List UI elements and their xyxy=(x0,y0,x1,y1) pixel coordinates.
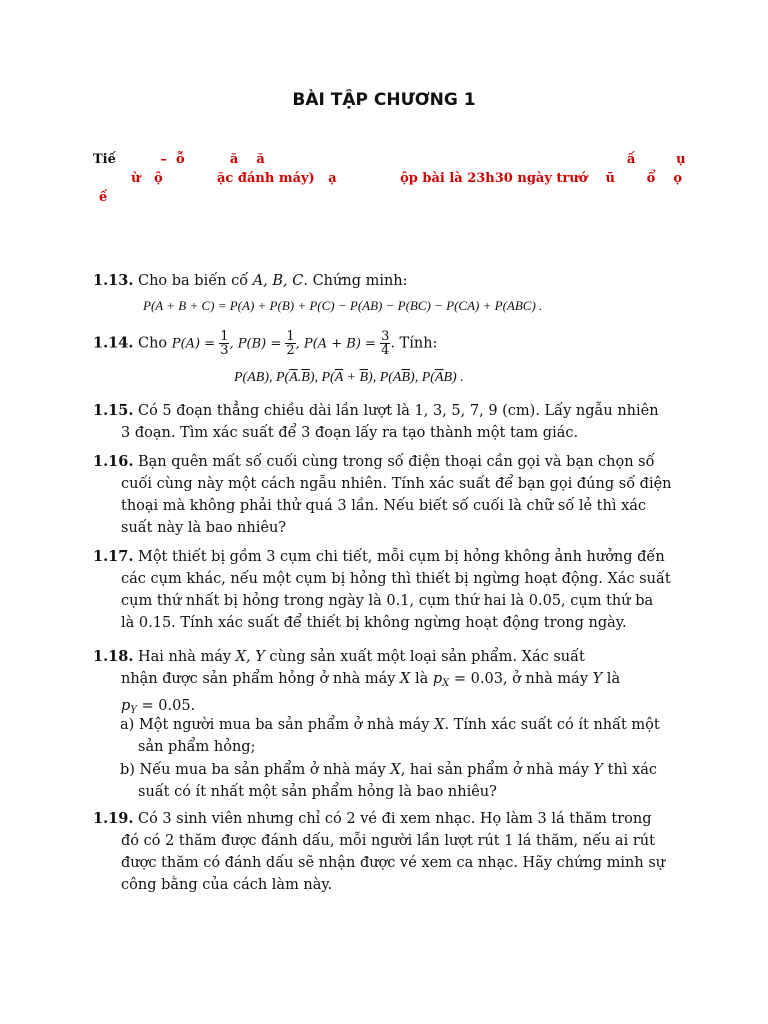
problem-number: 1.18. xyxy=(93,648,134,665)
problem-line: suất có ít nhất một sản phẩm hỏng là bao nhiêu? xyxy=(138,784,497,800)
chapter-title: BÀI TẬP CHƯƠNG 1 xyxy=(292,90,476,110)
problem-line: cụm thứ nhất bị hỏng trong ngày là 0.1, cụm thứ hai là 0.05, cụm thứ ba xyxy=(121,593,654,609)
problem-text: Cho ba biến cố xyxy=(133,273,253,289)
notice-line-1 xyxy=(93,152,686,167)
prob-symbol: p xyxy=(121,698,131,714)
problem-1-16 xyxy=(93,451,675,539)
problem-text: là xyxy=(410,671,433,687)
problem-var: Y xyxy=(593,762,604,778)
problem-1-13 xyxy=(93,270,675,292)
problem-var: X xyxy=(434,717,445,733)
problem-line: thoại mà không phải thử quá 3 lần. Nếu biết số cuối là chữ số lẻ thì xác xyxy=(121,498,647,514)
formula-1-13: P(A + B + C) = P(A) + P(B) + P(C) − P(AB) − P(BC) − P(CA) + P(ABC) . xyxy=(143,298,543,313)
problem-text: . Tính: xyxy=(390,335,438,352)
overline-a: $\overline{A}$ xyxy=(434,370,444,385)
problem-text: a) Một người mua ba sản phẩm ở nhà máy xyxy=(120,717,435,733)
problem-var: Y xyxy=(592,671,603,687)
problem-1-19 xyxy=(93,808,675,896)
problem-text: . Tính xác suất có ít nhất một xyxy=(444,717,660,733)
problem-text: = 0.03, ở nhà máy xyxy=(449,671,593,687)
prob-subscript: X xyxy=(442,678,450,689)
formula-part: B) . xyxy=(443,370,464,385)
formula-part: ), P( xyxy=(410,370,435,385)
problem-line: được thăm có đánh dấu sẽ nhận được vé xem ca nhạc. Hãy chứng minh sự xyxy=(121,855,666,871)
problem-number: 1.17. xyxy=(93,548,134,565)
problem-number: 1.14. xyxy=(93,334,134,352)
problem-var: X xyxy=(400,671,411,687)
problem-1-18-part-b xyxy=(120,759,678,803)
problem-vars: X, Y xyxy=(235,649,265,665)
problem-number: 1.13. xyxy=(93,272,134,289)
problem-text: thì xác xyxy=(603,762,658,778)
prob-a-plus-b-expr: , P(A + B) = xyxy=(295,336,381,352)
fraction-three-quarters xyxy=(380,330,390,357)
problem-vars: A, B, C xyxy=(252,273,304,289)
problem-text: . Chứng minh: xyxy=(303,273,408,289)
notice-lead: Tiế xyxy=(93,152,116,167)
problem-text: cùng sản xuất một loại sản phẩm. Xác suất xyxy=(264,649,585,665)
prob-subscript: Y xyxy=(130,705,137,716)
problem-text: , hai sản phẩm ở nhà máy xyxy=(400,762,594,778)
prob-b-expr: , P(B) = xyxy=(229,336,286,352)
problem-var: X xyxy=(390,762,401,778)
problem-1-18-part-a xyxy=(120,714,678,758)
numerator: 1 xyxy=(286,329,295,344)
problem-text: Cho xyxy=(133,335,172,352)
problem-line: cuối cùng này một cách ngẫu nhiên. Tính xác suất để bạn gọi đúng số điện xyxy=(121,476,672,492)
notice-line-2: ừ ộ ặc đánh máy) ạ ộp bài là 23h30 ngày trướ ū ổ ọ xyxy=(131,171,683,186)
overline-a: $\overline{A}$ xyxy=(334,370,344,385)
fraction-one-third xyxy=(219,330,229,357)
overline-b: $\overline{B}$ xyxy=(359,370,369,385)
problem-number: 1.19. xyxy=(93,810,134,827)
problem-line: các cụm khác, nếu một cụm bị hỏng thì thiết bị ngừng hoạt động. Xác suất xyxy=(121,571,671,587)
formula-part: . xyxy=(297,370,302,385)
problem-line: Bạn quên mất số cuối cùng trong số điện thoại cần gọi và bạn chọn số xyxy=(133,454,655,470)
problem-number: 1.16. xyxy=(93,453,134,470)
problem-text: b) Nếu mua ba sản phẩm ở nhà máy xyxy=(120,762,391,778)
denominator: 2 xyxy=(286,343,295,358)
overline-b: $\overline{B}$ xyxy=(401,370,411,385)
problem-text: Hai nhà máy xyxy=(133,649,236,665)
formula-part: + xyxy=(343,370,360,385)
prob-symbol: p xyxy=(432,671,443,687)
formula-part: ), P(A xyxy=(368,370,402,385)
formula-part: ), P( xyxy=(309,370,335,385)
fraction-one-half xyxy=(285,330,295,357)
problem-line: sản phẩm hỏng; xyxy=(138,739,256,755)
overline-a: $\overline{A}$ xyxy=(289,370,298,385)
problem-1-18 xyxy=(93,646,675,722)
notice-line-3: ế xyxy=(99,190,108,205)
prob-a-expr: P(A) = xyxy=(171,336,220,352)
problem-text: = 0.05. xyxy=(136,698,196,714)
problem-line: công bằng của cách làm này. xyxy=(121,877,333,893)
problem-text: là xyxy=(602,671,621,687)
formula-1-14 xyxy=(234,370,464,386)
problem-line: suất này là bao nhiêu? xyxy=(121,520,287,536)
numerator: 3 xyxy=(381,329,390,344)
denominator: 4 xyxy=(381,343,390,358)
formula-part: P(AB), P( xyxy=(234,370,290,385)
problem-line: đó có 2 thăm được đánh dấu, mỗi người lần lượt rút 1 lá thăm, nếu ai rút xyxy=(121,833,655,849)
problem-1-15 xyxy=(93,400,675,444)
problem-1-14 xyxy=(93,330,675,358)
numerator: 1 xyxy=(220,329,229,344)
problem-text: nhận được sản phẩm hỏng ở nhà máy xyxy=(121,671,401,687)
problem-line: Một thiết bị gồm 3 cụm chi tiết, mỗi cụm bị hỏng không ảnh hưởng đến xyxy=(133,549,665,565)
problem-line: 3 đoạn. Tìm xác suất để 3 đoạn lấy ra tạo thành một tam giác. xyxy=(121,425,579,441)
problem-1-17 xyxy=(93,546,675,634)
notice-line-1-text: – ỗ ă ă ấ ụ xyxy=(160,152,686,167)
denominator: 3 xyxy=(220,343,229,358)
problem-line: Có 5 đoạn thẳng chiều dài lần lượt là 1, 3, 5, 7, 9 (cm). Lấy ngẫu nhiên xyxy=(133,403,659,419)
problem-line: là 0.15. Tính xác suất để thiết bị không ngừng hoạt động trong ngày. xyxy=(121,615,627,631)
overline-b: $\overline{B}$ xyxy=(301,370,310,385)
problem-number: 1.15. xyxy=(93,402,134,419)
problem-line: Có 3 sinh viên nhưng chỉ có 2 vé đi xem nhạc. Họ làm 3 lá thăm trong xyxy=(133,811,652,827)
